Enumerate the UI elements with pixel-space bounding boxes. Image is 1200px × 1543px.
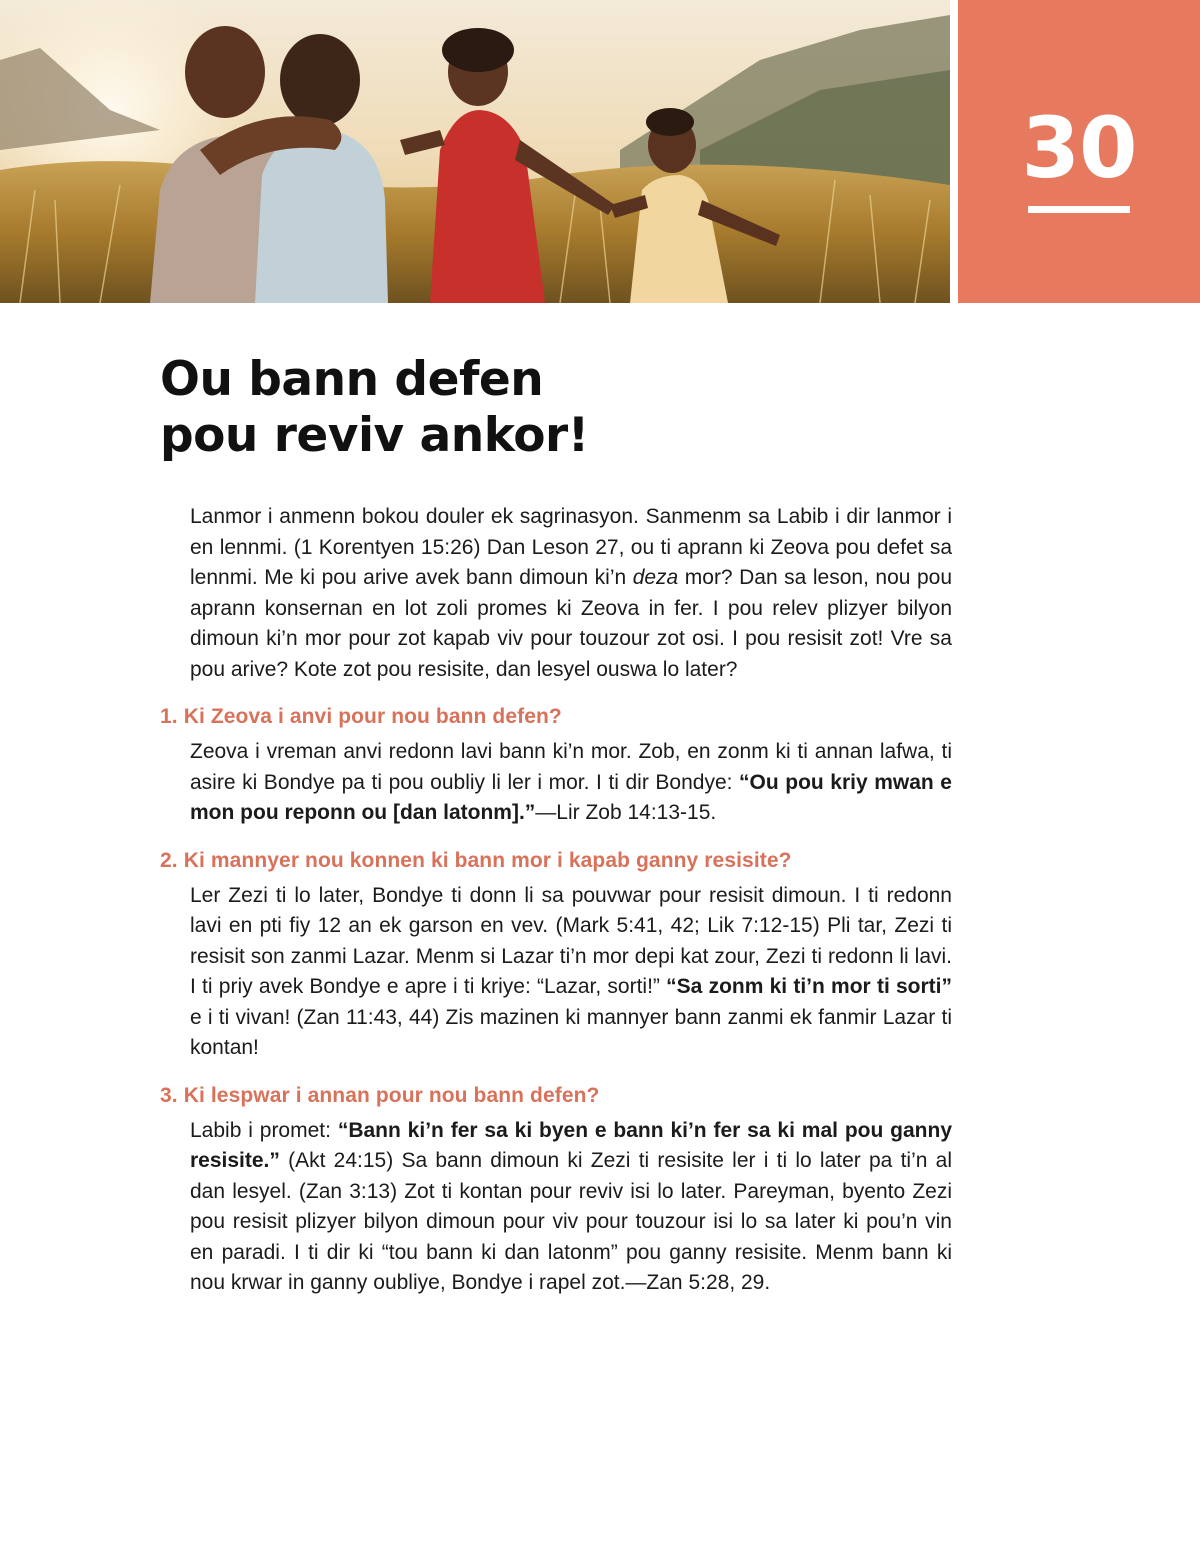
section-1-title: Ki Zeova i anvi pour nou bann defen? [183,705,562,728]
lesson-title-line-1: Ou bann defen [160,352,544,407]
lesson-number-underline [1028,206,1130,213]
intro-emphasis: deza [632,566,679,589]
section-1-quote: “Ou pou kriy mwan e mon pou reponn ou [dan latonm].” [190,770,952,824]
section-1 [160,703,952,829]
section-3 [160,1082,952,1299]
section-3-heading [160,1082,952,1110]
lesson-title-line-2: pou reviv ankor! [160,408,589,463]
section-2 [160,847,952,1064]
intro-text-1: Lanmor i anmenn bokou douler ek sagrinasyon. Sanmenm sa Labib i dir lanmor i en lennmi. (1 Korentyen 15:26) Dan Leson 27, ou ti aprann ki Zeova pou defet sa lennmi. Me ki pou arive avek bann dimoun ki’n [190,505,952,589]
family-meadow-illustration [0,0,950,303]
lesson-title [160,352,860,464]
section-2-text-2: e i ti vivan! (Zan 11:43, 44) Zis mazinen ki mannyer bann zanmi ek fanmir Lazar ti kontan! [190,1005,952,1059]
section-2-title: Ki mannyer nou konnen ki bann mor i kapab ganny resisite? [183,848,792,872]
lesson-number-block [958,0,1200,303]
section-1-number: 1. [160,705,178,728]
section-3-text-0: Labib i promet: [190,1118,338,1142]
lesson-content [160,502,952,1299]
section-2-paragraph [190,881,952,1064]
section-2-heading [160,847,952,875]
intro-paragraph [190,502,952,685]
section-1-heading [160,703,952,731]
section-2-quote: “Sa zonm ki ti’n mor ti sorti” [666,975,953,998]
intro-text-2: mor? Dan sa leson, nou pou aprann konsernan en lot zoli promes ki Zeova in fer. I pou relev plizyer bilyon dimoun ki’n mor pour zot kapab viv pour touzour zot osi. I pou resisit zot! Vre sa pou arive? Kote zot pou resisite, dan lesyel ouswa lo later? [190,566,953,681]
section-3-text-1: (Akt 24:15) Sa bann dimoun ki Zezi ti resisite ler i ti lo later pa ti’n al dan lesyel. (Zan 3:13) Zot ti kontan pour reviv isi lo later. Pareyman, byento Zezi pou resisit plizyer bilyon dimoun pour viv pour touzour isi lo sa later ki pou’n vin en paradi. I ti dir ki “tou bann ki dan latonm” pou ganny resisite. Menm bann ki nou krwar in ganny oubliye, Bondye i rapel zot.—Zan 5:28, 29. [190,1149,952,1294]
section-3-number: 3. [160,1083,178,1107]
section-1-text-1: Zeova i vreman anvi redonn lavi bann ki’n mor. Zob, en zonm ki ti annan lafwa, ti asire ki Bondye pa ti pou oubliy li ler i mor. I ti dir Bondye: [190,740,952,794]
section-2-text-1: Ler Zezi ti lo later, Bondye ti donn li sa pouvwar pour resisit dimoun. I ti redonn lavi en pti fiy 12 an ek garson en vev. (Mark 5:41, 42; Lik 7:12-15) Pli tar, Zezi ti resisit son zanmi Lazar. Menm si Lazar ti’n mor depi kat zour, Zezi ti redonn li lavi. I ti priy avek Bondye e apre i ti kriye: “Lazar, sorti!” [190,883,952,998]
hero-image [0,0,950,303]
section-2-number: 2. [160,848,178,872]
section-3-paragraph [190,1116,952,1299]
section-1-paragraph [190,737,952,829]
section-3-title: Ki lespwar i annan pour nou bann defen? [183,1083,600,1107]
section-1-reference: —Lir Zob 14:13-15. [535,801,717,824]
section-3-quote: “Bann ki’n fer sa ki byen e bann ki’n fer sa ki mal pou ganny resisite.” [190,1118,952,1172]
lesson-number: 30 [1021,99,1137,197]
